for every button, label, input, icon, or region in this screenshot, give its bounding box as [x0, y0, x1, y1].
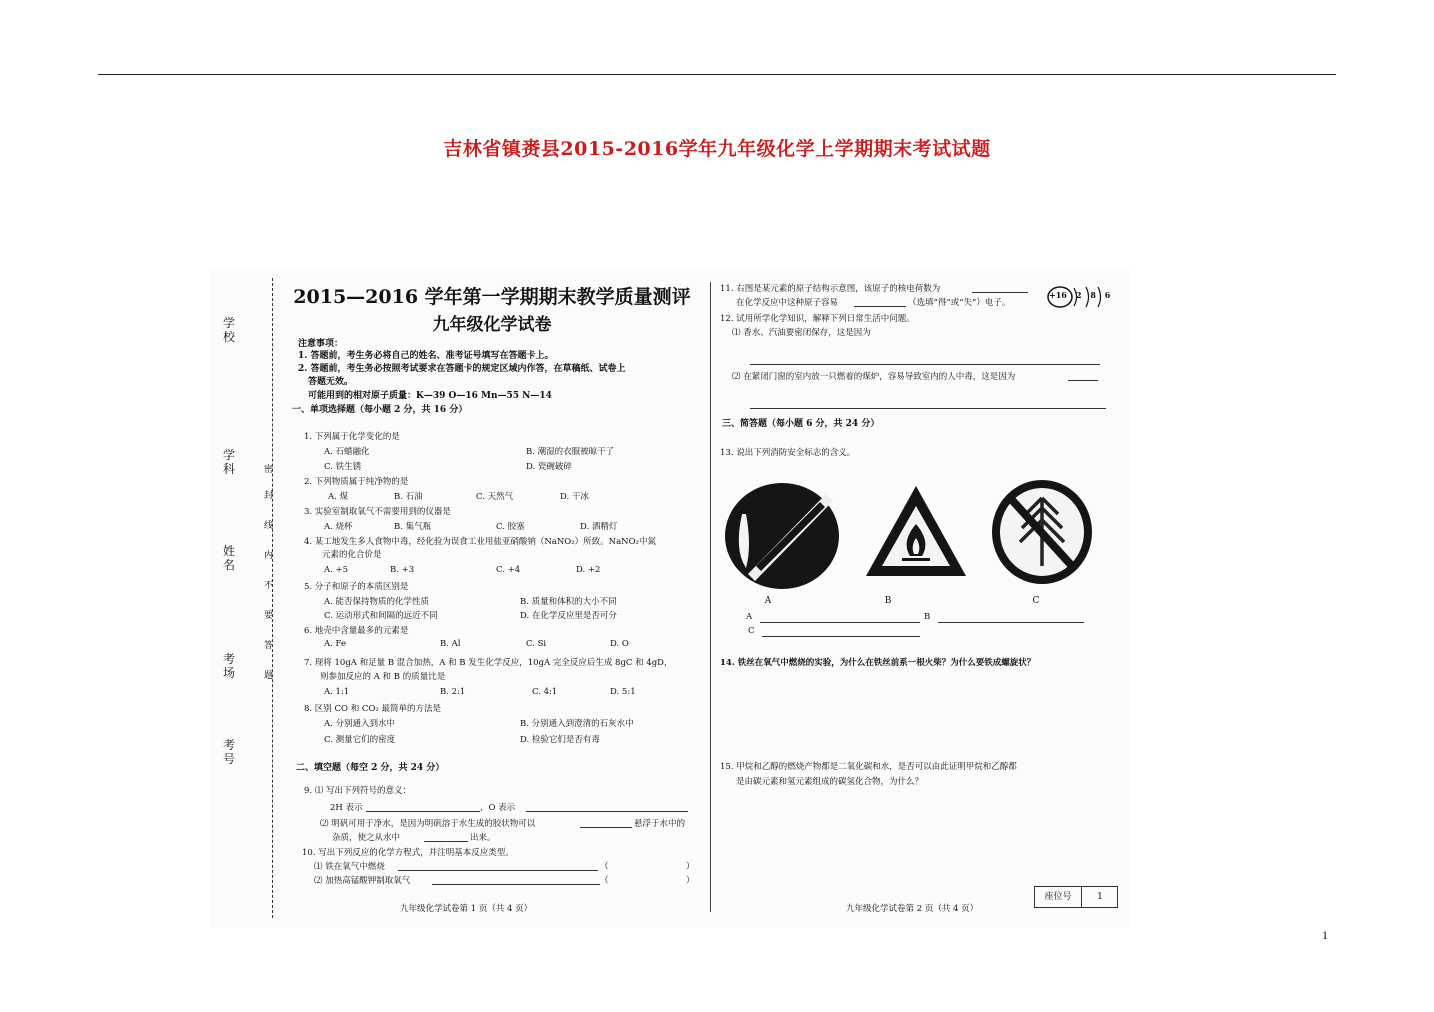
answer-blank[interactable]: [398, 870, 598, 871]
option: C. 4:1: [532, 687, 558, 697]
answer-line[interactable]: [750, 408, 1106, 409]
fill-text: ，O 表示: [480, 803, 516, 813]
option: B. 潮湿的衣服被晾干了: [526, 447, 615, 457]
answer-blank[interactable]: [854, 306, 906, 307]
answer-line[interactable]: [760, 622, 920, 623]
fill-text: ⑵ 加热高锰酸钾制取氧气: [314, 876, 411, 886]
question-stem: 7. 现将 10gA 和足量 B 混合加热，A 和 B 发生化学反应，10gA 完全反应后生成 8gC 和 4gD，: [304, 658, 673, 668]
question-stem: 6. 地壳中含量最多的元素是: [304, 626, 409, 636]
option: A. 1:1: [324, 687, 350, 697]
option: B. 2:1: [440, 687, 466, 697]
answer-blank[interactable]: [526, 811, 688, 812]
seal-char: 答: [264, 641, 274, 651]
option: D. O: [610, 639, 629, 649]
option: B. Al: [440, 639, 461, 649]
document-title: 吉林省镇赉县2015-2016学年九年级化学上学期期末考试试题: [443, 138, 991, 160]
paren: ）: [686, 876, 695, 886]
seal-char: 不: [264, 581, 274, 591]
question-stem: 4. 某工地发生多人食物中毒，经化验为误食工业用盐亚硝酸钠（NaNO₂）所致。NaNO₂中氮: [304, 537, 656, 547]
option: D. 干冰: [560, 492, 589, 502]
seal-char: 题: [264, 671, 274, 681]
option: B. 质量和体积的大小不同: [520, 597, 617, 607]
section-heading: 二、填空题（每空 2 分，共 24 分）: [296, 763, 445, 773]
notice-line: 1. 答题前，考生务必将自己的姓名、准考证号填写在答题卡上。: [298, 351, 554, 361]
question-stem: 1. 下列属于化学变化的是: [304, 432, 400, 442]
seat-number-label: 座位号: [1044, 892, 1072, 902]
question-stem: 10. 写出下列反应的化学方程式，并注明基本反应类型。: [302, 848, 514, 858]
question-stem: 9. ⑴ 写出下列符号的意义：: [304, 786, 412, 796]
fill-text: ⑵ 明矾可用于净水，是因为明矾溶于水生成的胶状物可以: [320, 819, 536, 829]
option: C. 测量它们的密度: [324, 735, 396, 745]
answer-blank[interactable]: [432, 884, 600, 885]
option: A. 能否保持物质的化学性质: [324, 597, 430, 607]
option: D. 检验它们是否有毒: [520, 735, 600, 745]
paren: （: [600, 876, 609, 886]
option: A. Fe: [324, 639, 347, 649]
option: C. Si: [526, 639, 547, 649]
answer-blank[interactable]: [424, 841, 468, 842]
page-fold-line: [710, 282, 711, 912]
fill-text: （选填“得”或“失”）电子。: [908, 298, 1011, 308]
side-label-name: 姓名: [222, 544, 235, 572]
question-stem-cont: 元素的化合价是: [322, 550, 382, 560]
answer-line[interactable]: [938, 622, 1084, 623]
question-stem-cont: 是由碳元素和氢元素组成的碳氢化合物，为什么？: [736, 777, 924, 787]
answer-label: B: [924, 612, 931, 622]
option: D. 酒精灯: [580, 522, 618, 532]
answer-label: A: [746, 612, 753, 622]
option: B. 分别通入到澄清的石灰水中: [520, 719, 634, 729]
binding-line: [272, 278, 273, 918]
seal-char: 内: [264, 551, 274, 561]
option: C. +4: [496, 565, 521, 575]
no-smoking-sign-icon: [722, 480, 842, 592]
side-label-subject: 学科: [222, 448, 235, 476]
page-footer: 九年级化学试卷第 1 页（共 4 页）: [400, 904, 533, 914]
option: A. 煤: [328, 492, 349, 502]
scanned-exam-image: [210, 268, 1130, 928]
option: D. 5:1: [610, 687, 636, 697]
atomic-mass-note: 可能用到的相对原子质量：K—39 O—16 Mn—55 N—14: [308, 391, 552, 401]
option: B. 集气瓶: [394, 522, 432, 532]
electron-shells: 2 8 6: [1076, 290, 1114, 300]
sign-label: A: [764, 596, 772, 606]
question-stem: 8. 区别 CO 和 CO₂ 最简单的方法是: [304, 704, 441, 714]
no-fireworks-sign-icon: [992, 480, 1092, 584]
notice-heading: 注意事项：: [298, 339, 344, 349]
sign-label: B: [884, 596, 892, 606]
flammable-warning-sign-icon: [864, 484, 968, 580]
answer-line[interactable]: [762, 636, 920, 637]
question-stem: 11. 右图是某元素的原子结构示意图，该原子的核电荷数为: [720, 284, 941, 294]
question-stem: 3. 实验室制取氧气不需要用到的仪器是: [304, 507, 451, 517]
question-stem: 13. 说出下列消防安全标志的含义。: [720, 448, 856, 458]
question-stem: 15. 甲烷和乙醇的燃烧产物都是二氧化碳和水，是否可以由此证明甲烷和乙醇都: [720, 762, 1017, 772]
side-label-school: 学校: [222, 316, 235, 344]
option: A. 烧杯: [324, 522, 353, 532]
answer-blank[interactable]: [580, 827, 632, 828]
side-label-exam-number: 考号: [222, 738, 235, 766]
answer-label: C: [748, 626, 755, 636]
option: D. +2: [576, 565, 601, 575]
fill-text: ⑴ 铁在氧气中燃烧: [314, 862, 385, 872]
option: B. 石油: [394, 492, 423, 502]
question-stem: 5. 分子和原子的本质区别是: [304, 582, 409, 592]
top-rule: [98, 74, 1336, 75]
page-number: 1: [1322, 928, 1328, 942]
nucleus-charge: +16: [1049, 290, 1067, 300]
option: C. 运动形式和间隔的远近不同: [324, 611, 438, 621]
option: C. 天然气: [476, 492, 514, 502]
option: A. +5: [324, 565, 349, 575]
seal-char: 密: [264, 465, 274, 475]
paren: ）: [686, 862, 695, 872]
exam-subtitle: 九年级化学试卷: [432, 315, 552, 335]
seat-number-value[interactable]: 1: [1097, 892, 1103, 902]
exam-title: 2015—2016 学年第一学期期末教学质量测评: [293, 286, 691, 308]
side-label-exam-room: 考场: [222, 652, 235, 680]
question-stem: 14. 铁丝在氧气中燃烧的实验，为什么在铁丝前系一根火柴？为什么要铁成螺旋状？: [720, 658, 1036, 668]
seal-char: 要: [264, 611, 274, 621]
seat-number-box: [1034, 886, 1118, 908]
fill-text: 悬浮于水中的: [634, 819, 686, 829]
section-heading: 一、单项选择题（每小题 2 分，共 16 分）: [292, 405, 468, 415]
option: C. 铁生锈: [324, 462, 362, 472]
fill-text: ⑵ 在紧闭门窗的室内放一只燃着的煤炉，容易导致室内的人中毒，这是因为: [732, 372, 1016, 382]
atom-structure-diagram: [1046, 282, 1112, 312]
answer-blank[interactable]: [972, 292, 1028, 293]
seal-char: 封: [264, 491, 274, 501]
question-stem: 12. 试用所学化学知识，解释下列日常生活中问题。: [720, 314, 915, 324]
sign-label: C: [1032, 596, 1040, 606]
option: C. 胶塞: [496, 522, 525, 532]
fill-text: 在化学反应中这种原子容易: [736, 298, 839, 308]
question-stem: 2. 下列物质属于纯净物的是: [304, 477, 409, 487]
option: B. +3: [390, 565, 415, 575]
option: D. 瓷碗破碎: [526, 462, 572, 472]
seal-char: 线: [264, 521, 274, 531]
fill-text: 出来。: [470, 833, 496, 843]
question-stem-cont: 则参加反应的 A 和 B 的质量比是: [320, 672, 446, 682]
answer-blank[interactable]: [1068, 380, 1098, 381]
option: D. 在化学反应里是否可分: [520, 611, 617, 621]
page-footer: 九年级化学试卷第 2 页（共 4 页）: [846, 904, 979, 914]
fill-text: ⑴ 香水、汽油要密闭保存，这是因为: [732, 328, 871, 338]
notice-line: 答题无效。: [308, 377, 354, 387]
notice-line: 2. 答题前，考生务必按照考试要求在答题卡的规定区域内作答，在草稿纸、试卷上: [298, 364, 626, 374]
option: A. 石蜡融化: [324, 447, 370, 457]
fill-text: 2H 表示: [330, 803, 363, 813]
answer-blank[interactable]: [366, 811, 480, 812]
fill-text: 杂质，使之从水中: [332, 833, 401, 843]
section-heading: 三、简答题（每小题 6 分，共 24 分）: [722, 419, 880, 429]
paren: （: [600, 862, 609, 872]
answer-line[interactable]: [750, 364, 1100, 365]
option: A. 分别通入到水中: [324, 719, 396, 729]
